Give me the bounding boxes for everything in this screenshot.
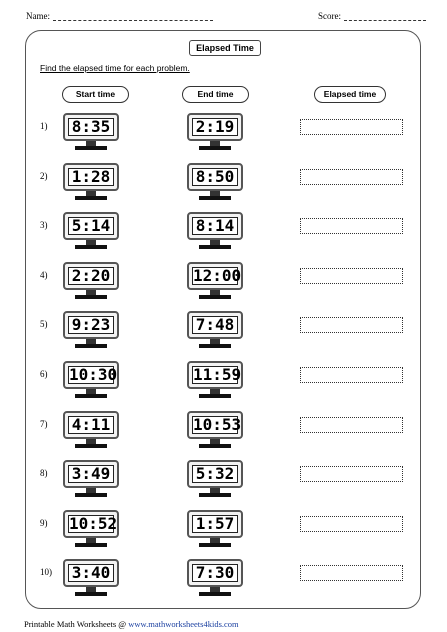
problem-number: 8) <box>40 468 48 478</box>
start-time-display: 2:20 <box>68 267 114 285</box>
start-clock-icon <box>63 262 119 302</box>
footer-link[interactable]: www.mathworksheets4kids.com <box>128 619 239 629</box>
name-line[interactable] <box>53 20 213 21</box>
elapsed-time-answer-box[interactable] <box>300 367 403 383</box>
problem-number: 1) <box>40 121 48 131</box>
problem-number: 2) <box>40 171 48 181</box>
end-time-display: 8:14 <box>192 217 238 235</box>
worksheet-title: Elapsed Time <box>189 40 261 56</box>
start-time-display: 8:35 <box>68 118 114 136</box>
footer-text: Printable Math Worksheets @ <box>24 619 129 629</box>
name-field <box>26 11 213 21</box>
start-time-display: 4:11 <box>68 416 114 434</box>
start-clock-icon <box>63 361 119 401</box>
end-time-header: End time <box>182 86 249 103</box>
start-clock-icon <box>63 311 119 351</box>
elapsed-time-answer-box[interactable] <box>300 169 403 185</box>
start-time-header: Start time <box>62 86 129 103</box>
problem-row <box>0 411 447 451</box>
elapsed-time-answer-box[interactable] <box>300 268 403 284</box>
problem-number: 6) <box>40 369 48 379</box>
end-time-display: 12:00 <box>193 266 242 285</box>
problem-row <box>0 559 447 599</box>
elapsed-time-answer-box[interactable] <box>300 317 403 333</box>
end-clock-icon <box>187 163 243 203</box>
end-clock-icon <box>187 311 243 351</box>
start-clock-icon <box>63 460 119 500</box>
elapsed-time-answer-box[interactable] <box>300 466 403 482</box>
end-clock-icon <box>187 559 243 599</box>
problem-row <box>0 212 447 252</box>
start-time-display: 3:40 <box>68 564 114 582</box>
problem-row <box>0 361 447 401</box>
end-clock-icon <box>187 411 243 451</box>
name-label: Name: <box>26 11 50 21</box>
end-time-display: 1:57 <box>192 515 238 533</box>
elapsed-time-answer-box[interactable] <box>300 516 403 532</box>
end-clock-icon <box>187 113 243 153</box>
score-label: Score: <box>318 11 341 21</box>
end-time-display: 5:32 <box>192 465 238 483</box>
start-clock-icon <box>63 212 119 252</box>
start-time-display: 5:14 <box>68 217 114 235</box>
end-time-display: 11:59 <box>193 365 242 384</box>
elapsed-time-answer-box[interactable] <box>300 218 403 234</box>
problem-number: 4) <box>40 270 48 280</box>
start-time-display: 9:23 <box>68 316 114 334</box>
problem-row <box>0 460 447 500</box>
start-clock-icon <box>63 559 119 599</box>
start-clock-icon <box>63 113 119 153</box>
end-clock-icon <box>187 361 243 401</box>
end-time-display: 8:50 <box>192 168 238 186</box>
end-time-display: 7:48 <box>192 316 238 334</box>
end-clock-icon <box>187 262 243 302</box>
problem-row <box>0 262 447 302</box>
problem-row <box>0 163 447 203</box>
start-time-display: 1:28 <box>68 168 114 186</box>
problem-number: 3) <box>40 220 48 230</box>
problem-number: 7) <box>40 419 48 429</box>
start-clock-icon <box>63 510 119 550</box>
start-time-display: 10:52 <box>69 514 118 533</box>
end-time-display: 10:53 <box>193 415 242 434</box>
problem-row <box>0 311 447 351</box>
elapsed-time-answer-box[interactable] <box>300 565 403 581</box>
end-clock-icon <box>187 212 243 252</box>
elapsed-time-header: Elapsed time <box>314 86 386 103</box>
problem-number: 10) <box>40 567 52 577</box>
start-time-display: 3:49 <box>68 465 114 483</box>
problem-row <box>0 113 447 153</box>
end-time-display: 7:30 <box>192 564 238 582</box>
end-clock-icon <box>187 460 243 500</box>
elapsed-time-answer-box[interactable] <box>300 417 403 433</box>
end-clock-icon <box>187 510 243 550</box>
footer <box>24 619 239 629</box>
start-time-display: 10:30 <box>69 365 118 384</box>
end-time-display: 2:19 <box>192 118 238 136</box>
problem-row <box>0 510 447 550</box>
elapsed-time-answer-box[interactable] <box>300 119 403 135</box>
start-clock-icon <box>63 163 119 203</box>
score-line[interactable] <box>344 20 426 21</box>
problem-number: 9) <box>40 518 48 528</box>
instruction-text: Find the elapsed time for each problem. <box>40 63 190 73</box>
score-field <box>318 11 426 21</box>
problem-number: 5) <box>40 319 48 329</box>
start-clock-icon <box>63 411 119 451</box>
